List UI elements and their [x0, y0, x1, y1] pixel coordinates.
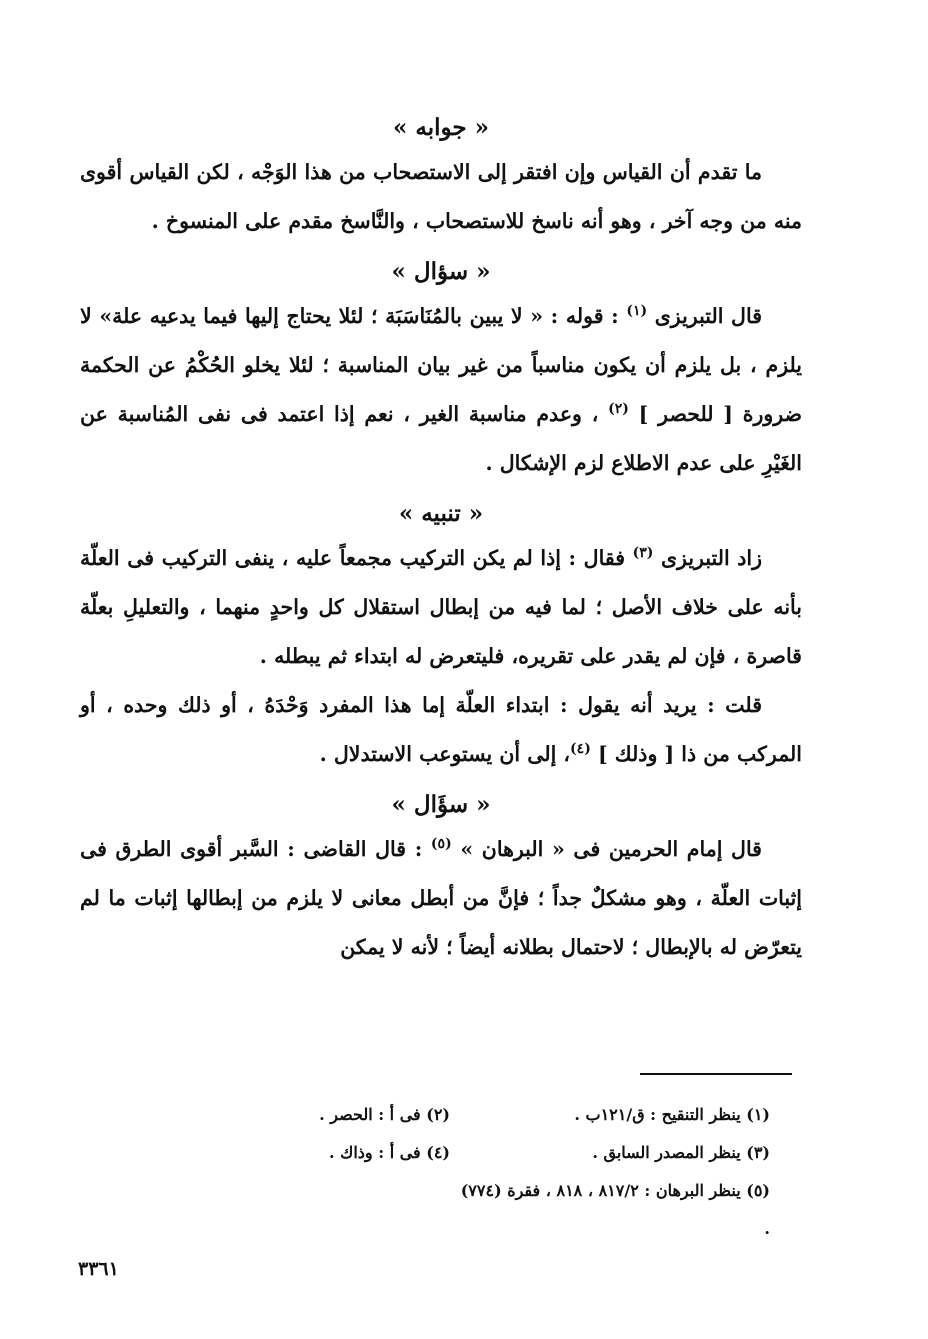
text-span: ، إلى أن يستوعب الاستدلال .	[319, 742, 571, 766]
paragraph-qultu	[80, 681, 802, 779]
main-text	[80, 100, 802, 972]
footnote-divider	[640, 1073, 792, 1075]
paragraph-tabrizi-1	[80, 292, 802, 488]
footnote-ref-5: (٥)	[430, 836, 452, 853]
paragraph-tabrizi-2	[80, 534, 802, 681]
text-span: قال إمام الحرمين فى « البرهان »	[451, 837, 762, 861]
heading-question-2: « سؤَال »	[391, 791, 491, 818]
text-span: فقال : إذا لم يكن التركيب مجمعاً عليه ، ينفى التركيب فى العلّة بأنه على خلاف الأصل ؛ لما فيه من إبطال استقلال كل واحدٍ منهما ، والتعليلِ بعلّة قاصرة ، فإن لم يقدر على تقريره، فليتعرض له ابتداء ثم يبطله .	[80, 546, 802, 668]
footnote-1: (١) ينظر التنقيح : ق/١٢١ب .	[574, 1105, 770, 1124]
text-span: : قال القاضى : السَّبر أقوى الطرق فى إثبات العلّة ، وهو مشكلٌ جداً ؛ فإنَّ من أبطل معانى لا يلزم من إبطالها إثبات ما لم يتعرّض له بالإبطال ؛ لاحتمال بطلانه أيضاً ؛ لأنه لا يمكن	[80, 837, 802, 959]
footnotes	[150, 1096, 770, 1248]
heading-note: « تنبيه »	[398, 500, 484, 527]
footnote-row	[150, 1134, 770, 1172]
text-span: : قوله : « لا يبين بالمُنَاسَبَة ؛ لئلا يحتاج إليها فيما يدعيه علة» لا يلزم ، بل يلزم أن يكون مناسباً من غير بيان المناسبة ؛ لئلا يخلو الحُكْمُ عن الحكمة ضرورة [ للحصر ]	[80, 304, 802, 426]
footnote-row	[150, 1096, 770, 1134]
text-span: ، وعدم مناسبة الغير ، نعم إذا اعتمد فى نفى المُناسبة عن الغَيْرِ على عدم الاطلاع لزم الإشكال .	[80, 402, 802, 475]
footnote-5: (٥) ينظر البرهان : ٨١٧/٢ ، ٨١٨ ، فقرة (٧٧٤) .	[460, 1181, 770, 1238]
footnote-ref-1: (١)	[626, 303, 648, 320]
heading-question-1: « سؤال »	[391, 258, 491, 285]
text-span: قلت : يريد أنه يقول : ابتداء العلّة إما هذا المفرد وَحْدَهُ ، أو ذلك وحده ، أو المركب من ذا [ وذلك ]	[80, 693, 802, 766]
footnote-ref-2: (٢)	[608, 401, 629, 418]
footnote-3: (٣) ينظر المصدر السابق .	[592, 1143, 770, 1162]
footnote-ref-4: (٤)	[570, 741, 591, 758]
footnote-2: (٢) فى أ : الحصر .	[319, 1105, 450, 1124]
text-span: قال التبريزى	[647, 304, 762, 328]
heading-answer: « جوابه »	[393, 114, 489, 141]
footnote-row	[150, 1172, 770, 1248]
paragraph-imam-haramayn	[80, 825, 802, 972]
footnote-ref-3: (٣)	[632, 545, 654, 562]
footnote-4: (٤) فى أ : وذاك .	[329, 1143, 450, 1162]
page-number: ٣٣٦١	[78, 1258, 119, 1280]
text-span: زاد التبريزى	[653, 546, 763, 570]
paragraph-answer: ما تقدم أن القياس وإن افتقر إلى الاستصحاب من هذا الوَجْه ، لكن القياس أقوى منه من وجه آخر ، وهو أنه ناسخ للاستصحاب ، والنَّاسخ مقدم على المنسوخ .	[80, 160, 802, 233]
